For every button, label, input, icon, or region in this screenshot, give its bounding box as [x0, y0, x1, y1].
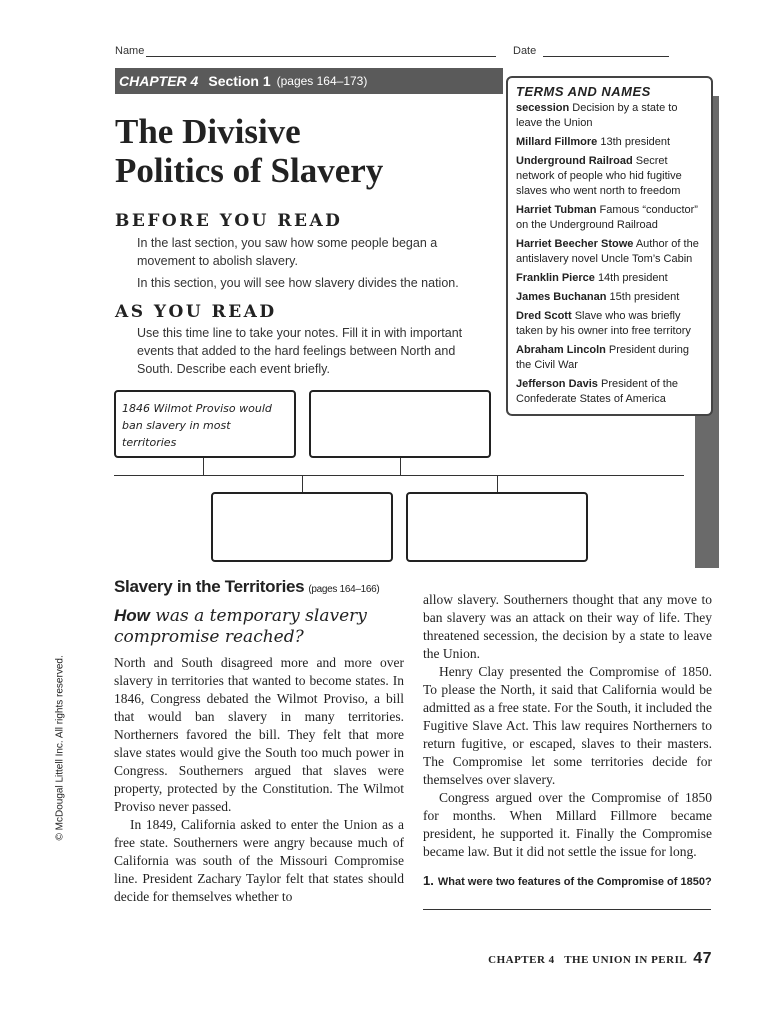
page-number: 47 — [693, 950, 712, 967]
timeline-box-3[interactable] — [211, 492, 393, 562]
term-item — [516, 237, 703, 267]
date-label: Date — [513, 45, 537, 57]
timeline-tick — [400, 458, 401, 475]
column-1 — [114, 654, 404, 906]
term-item — [516, 154, 703, 199]
focus-question-bold: How — [114, 606, 150, 625]
focus-question — [114, 605, 404, 648]
as-you-read-heading: AS YOU READ — [115, 302, 277, 322]
term-definition: Secret network of people who hid fugitive slaves who went north to freedom — [516, 155, 682, 197]
term-name: Jefferson Davis — [516, 378, 598, 390]
term-item — [516, 343, 703, 373]
col1-paragraph-2: In 1849, California asked to enter the Union as a free state. Southerners were angry because much of California was south of the Missouri Compromise line. President Zachary Taylor felt that states should decide for themselves whether to — [114, 817, 404, 904]
title-line-2: Politics of Slavery — [115, 151, 384, 190]
term-definition: Decision by a state to leave the Union — [516, 102, 678, 129]
term-name: secession — [516, 102, 570, 114]
question-1-number: 1. — [423, 873, 434, 888]
term-definition: Slave who was briefly taken by his owner into free territory — [516, 310, 691, 337]
term-name: Dred Scott — [516, 310, 572, 322]
col2-paragraph-3: Congress argued over the Compromise of 1850 for months. When Millard Fillmore became president, he supported it. Finally the Compromise became law. But it did not settle the issue for long. — [423, 790, 712, 859]
term-definition: 15th president — [609, 291, 680, 303]
term-name: Underground Railroad — [516, 155, 633, 167]
timeline-tick — [497, 475, 498, 492]
focus-question-text: was a temporary slavery compromise reached? — [114, 606, 367, 647]
page-footer — [488, 950, 712, 968]
timeline-box-4[interactable] — [406, 492, 588, 562]
term-item — [516, 271, 703, 286]
timeline-box-2[interactable] — [309, 390, 491, 458]
term-definition: Famous “conductor” on the Underground Railroad — [516, 204, 698, 231]
term-definition: President during the Civil War — [516, 344, 690, 371]
column-2 — [423, 591, 712, 861]
term-name: Abraham Lincoln — [516, 344, 606, 356]
term-definition: President of the Confederate States of America — [516, 378, 679, 405]
title-line-1: The Divisive — [115, 112, 301, 151]
timeline-tick — [203, 458, 204, 475]
term-item — [516, 290, 703, 305]
page-title — [115, 112, 383, 190]
col2-paragraph-2: Henry Clay presented the Compromise of 1850. To please the North, it said that California would be admitted as a free state. For the South, it included the Fugitive Slave Act. This law requires Northerners to return fugitive, or escaped, slaves to their masters. The Compromise let some territories decide for themselves over slavery. — [423, 664, 712, 787]
term-item — [516, 203, 703, 233]
timeline-box-1846[interactable] — [114, 390, 296, 458]
terms-title: TERMS AND NAMES — [516, 84, 651, 99]
term-item — [516, 377, 703, 407]
as-you-read-p1: Use this time line to take your notes. Fill it in with important events that added to the hard feelings between North and South. Describe each event briefly. — [137, 326, 463, 376]
name-field[interactable] — [146, 56, 496, 57]
terms-and-names-box — [506, 76, 713, 416]
term-name: Millard Fillmore — [516, 136, 598, 148]
name-label: Name — [115, 45, 145, 57]
term-item — [516, 309, 703, 339]
term-name: Franklin Pierce — [516, 272, 595, 284]
before-you-read-heading: BEFORE YOU READ — [115, 211, 343, 231]
term-item — [516, 135, 703, 150]
footer-chapter: CHAPTER 4 THE UNION IN PERIL — [488, 954, 688, 966]
timeline-entry-1846: 1846 Wilmot Proviso would ban slavery in most territories — [122, 402, 272, 449]
section-label: Section 1 — [208, 73, 271, 89]
timeline-tick — [302, 475, 303, 492]
term-item — [516, 101, 703, 131]
term-name: Harriet Beecher Stowe — [516, 238, 634, 250]
term-name: James Buchanan — [516, 291, 607, 303]
question-1-text: What were two features of the Compromise of 1850? — [437, 876, 712, 888]
date-field[interactable] — [543, 56, 669, 57]
answer-line[interactable] — [423, 909, 711, 910]
question-1 — [423, 873, 712, 888]
before-you-read-p2: In this section, you will see how slavery divides the nation. — [137, 276, 459, 290]
col2-paragraph-1: allow slavery. Southerners thought that any move to ban slavery was an attack on their way of life. They threatened secession, the decision by a state to leave the Union. — [423, 592, 712, 661]
copyright-notice: © McDougal Littell Inc. All rights reserved. — [54, 655, 66, 841]
pages-label: (pages 164–173) — [276, 74, 368, 88]
term-name: Harriet Tubman — [516, 204, 597, 216]
term-definition: Author of the antislavery novel Uncle Tom’s Cabin — [516, 238, 699, 265]
col1-paragraph-1: North and South disagreed more and more over slavery in territories that wanted to become states. In 1846, Congress debated the Wilmot Proviso, a bill that would ban slavery in many territories. Northerners favored the bill. They felt that more slave states would give the South too much power in Congress. Southerners argued that slaves were property, protected by the Constitution. The Wilmot Proviso never passed. — [114, 655, 404, 814]
section-heading-text: Slavery in the Territories — [114, 577, 305, 596]
chapter-label: CHAPTER 4 — [119, 73, 199, 89]
timeline-axis — [114, 475, 684, 476]
before-you-read-p1: In the last section, you saw how some people began a movement to abolish slavery. — [137, 236, 438, 268]
term-definition: 13th president — [600, 136, 671, 148]
term-definition: 14th president — [597, 272, 668, 284]
section-pages: (pages 164–166) — [308, 584, 380, 595]
chapter-bar — [115, 68, 503, 94]
section-heading — [114, 577, 379, 597]
